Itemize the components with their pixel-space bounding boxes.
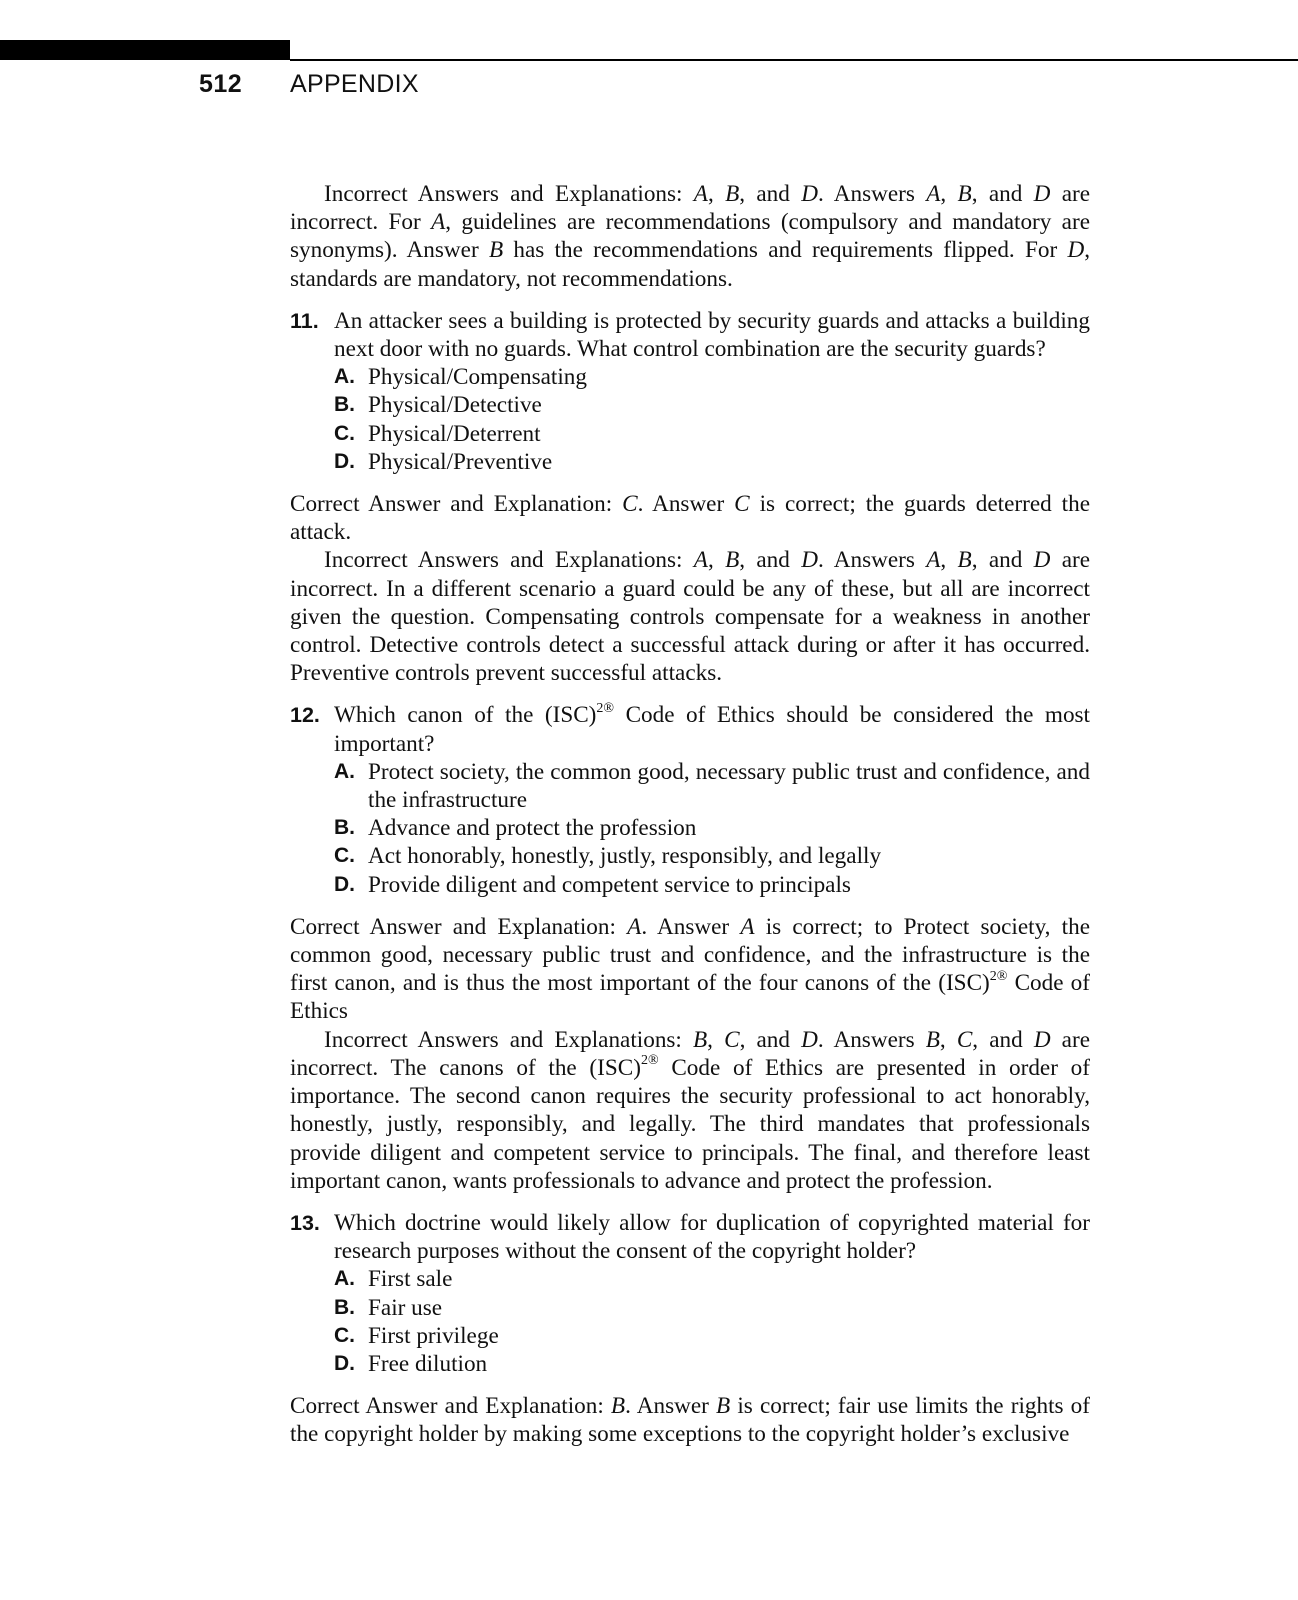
option-text: Fair use	[368, 1294, 443, 1321]
header-bar	[0, 40, 290, 60]
option-text: Act honorably, honestly, justly, responsibly, and legally	[368, 843, 882, 870]
option-text: Physical/Deterrent	[368, 420, 541, 447]
option-letter: C.	[334, 844, 355, 868]
option-letter: A.	[334, 365, 355, 389]
option-a	[334, 1265, 1090, 1293]
q13-correct-explanation: Correct Answer and Explanation: B. Answer B is correct; fair use limits the rights of the copyright holder by making some exceptions to the copyright holder’s exclusive	[290, 1393, 1091, 1448]
question-text: An attacker sees a building is protected by security guards and attacks a building next door with no guards. What control combination are the security guards?	[334, 307, 1090, 363]
question-number: 12.	[290, 703, 320, 728]
q10-incorrect-explanation: Incorrect Answers and Explanations: A, B, and D. Answers A, B, and D are incorrect. For A, guidelines are recommendations (compulsory and mandatory are synonyms). Answer B has the recommendations and requirements flipped. For D, standards are mandatory, not recommendations.	[290, 181, 1091, 292]
option-text: Advance and protect the profession	[368, 815, 697, 842]
option-text: Physical/Preventive	[368, 448, 553, 475]
q12-incorrect-explanation: Incorrect Answers and Explanations: B, C, and D. Answers B, C, and D are incorrect. The canons of the (ISC)$^{2®}$ Code of Ethics are presented in order of importance. The second canon requires the security professional to act honorably, honestly, justly, responsibly, and legally. The third mandates that professionals provide diligent and competent service to principals. The final, and therefore least important canon, wants professionals to advance and protect the profession.	[290, 1026, 1090, 1194]
option-text: First privilege	[368, 1322, 499, 1349]
option-letter: B.	[334, 1295, 355, 1319]
option-a	[334, 758, 1090, 814]
question-12-options	[290, 758, 1090, 899]
header-rule	[290, 59, 1298, 61]
option-c	[334, 1322, 1090, 1350]
option-text: Physical/Detective	[368, 392, 542, 419]
option-letter: B.	[334, 393, 355, 417]
option-text: Protect society, the common good, necessary public trust and confidence, and the infrastructure	[368, 758, 1090, 814]
option-letter: D.	[334, 449, 355, 473]
question-text: Which canon of the (ISC)$^{2®}$ Code of Ethics should be considered the most important?	[334, 700, 1091, 757]
question-13	[290, 1209, 1090, 1265]
option-letter: D.	[334, 872, 355, 896]
question-13-options	[290, 1265, 1090, 1378]
option-letter: C.	[334, 421, 355, 445]
option-letter: D.	[334, 1351, 355, 1375]
option-letter: A.	[334, 759, 355, 783]
option-a	[334, 363, 1090, 391]
option-d	[334, 1350, 1090, 1378]
question-text: Which doctrine would likely allow for duplication of copyrighted material for research purposes without the consent of the copyright holder?	[334, 1209, 1090, 1265]
option-text: Free dilution	[368, 1350, 488, 1377]
option-c	[334, 420, 1090, 448]
q11-incorrect-explanation: Incorrect Answers and Explanations: A, B, and D. Answers A, B, and D are incorrect. In a different scenario a guard could be any of these, but all are incorrect given the question. Compensating controls compensate for a weakness in another control. Detective controls detect a successful attack during or after it has occurred. Preventive controls prevent successful attacks.	[290, 547, 1091, 687]
running-head: APPENDIX	[290, 70, 419, 98]
page-content	[290, 180, 1090, 1449]
question-number: 13.	[290, 1210, 320, 1235]
question-12	[290, 701, 1090, 757]
question-11-options	[290, 363, 1090, 476]
option-text: Provide diligent and competent service to principals	[368, 871, 851, 898]
option-b	[334, 1294, 1090, 1322]
option-letter: A.	[334, 1267, 355, 1291]
option-letter: B.	[334, 816, 355, 840]
option-b	[334, 391, 1090, 419]
q12-correct-explanation: Correct Answer and Explanation: A. Answer A is correct; to Protect society, the common good, necessary public trust and confidence, and the infrastructure is the first canon, and is thus the most important of the four canons of the (ISC)$^{2®}$ Code of Ethics	[290, 913, 1091, 1025]
option-d	[334, 871, 1090, 899]
option-d	[334, 448, 1090, 476]
option-b	[334, 814, 1090, 842]
option-letter: C.	[334, 1323, 355, 1347]
option-text: First sale	[368, 1266, 453, 1293]
question-number: 11.	[290, 308, 319, 333]
q11-correct-explanation: Correct Answer and Explanation: C. Answer C is correct; the guards deterred the attack.	[290, 491, 1091, 546]
question-11	[290, 307, 1090, 363]
page-number: 512	[199, 70, 243, 98]
option-text: Physical/Compensating	[368, 364, 587, 391]
option-c	[334, 842, 1090, 870]
